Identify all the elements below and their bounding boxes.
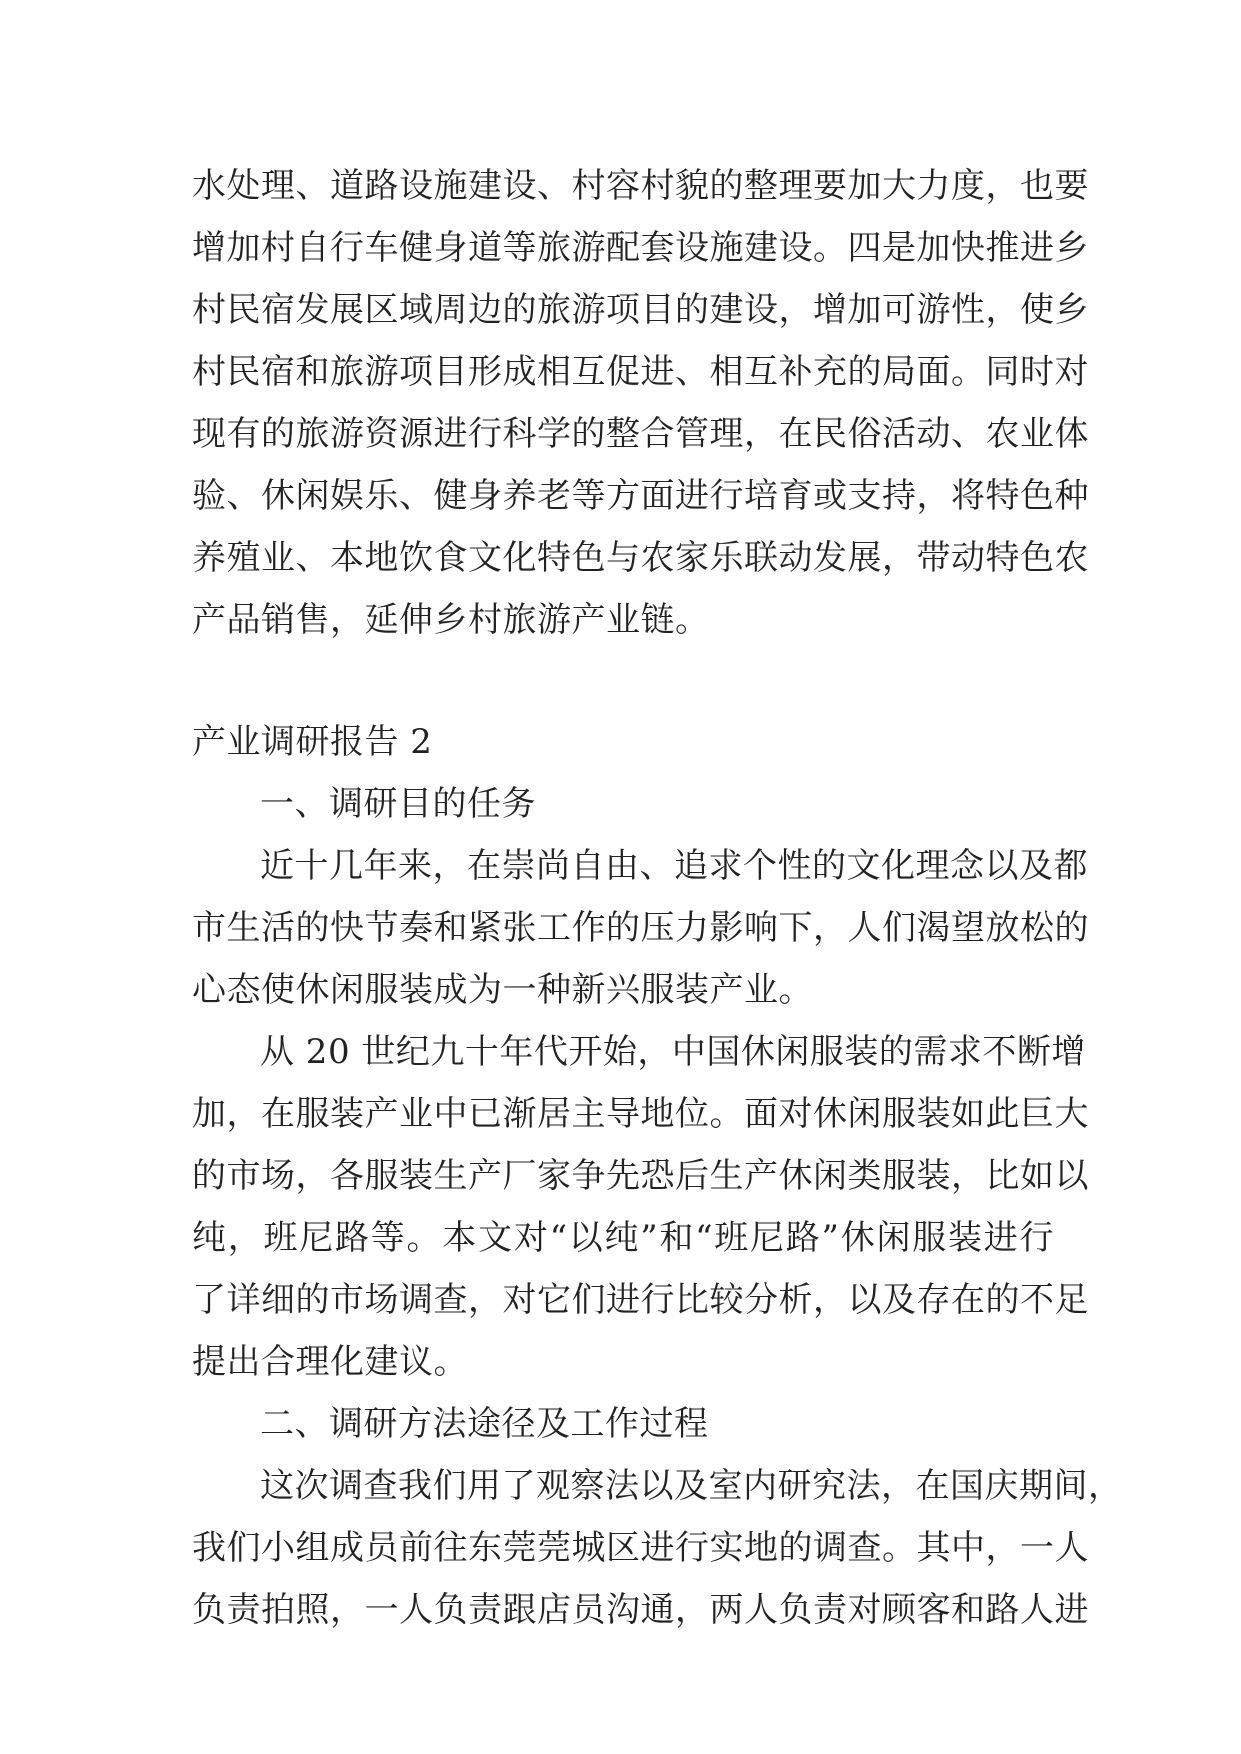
paragraph-line: 这次调查我们用了观察法以及室内研究法，在国庆期间，	[260, 1466, 1123, 1506]
paragraph-line: 水处理、道路设施建设、村容村貌的整理要加大力度，也要	[192, 166, 1089, 206]
paragraph-line: 增加村自行车健身道等旅游配套设施建设。四是加快推进乡	[192, 228, 1089, 268]
paragraph-3	[192, 1021, 1089, 1393]
paragraph-line: 养殖业、本地饮食文化特色与农家乐联动发展，带动特色农	[192, 538, 1089, 578]
paragraph-line: 村民宿和旅游项目形成相互促进、相互补充的局面。同时对	[192, 352, 1089, 392]
section-heading-2: 二、调研方法途径及工作过程	[260, 1404, 709, 1444]
paragraph-line: 现有的旅游资源进行科学的整合管理，在民俗活动、农业体	[192, 414, 1089, 454]
paragraph-line: 村民宿发展区域周边的旅游项目的建设，增加可游性，使乡	[192, 290, 1089, 330]
paragraph-line: 近十几年来，在崇尚自由、追求个性的文化理念以及都	[260, 846, 1088, 886]
paragraph-line: 了详细的市场调查，对它们进行比较分析，以及存在的不足	[192, 1280, 1089, 1320]
document-page	[192, 155, 1123, 1641]
paragraph-line: 从 20 世纪九十年代开始，中国休闲服装的需求不断增	[260, 1032, 1086, 1072]
paragraph-2	[192, 835, 1089, 1021]
section-gap	[192, 651, 1054, 711]
paragraph-line: 负责拍照，一人负责跟店员沟通，两人负责对顾客和路人进	[192, 1590, 1089, 1630]
paragraph-4	[192, 1455, 1123, 1641]
paragraph-line: 的市场，各服装生产厂家争先恐后生产休闲类服装，比如以	[192, 1156, 1089, 1196]
paragraph-line: 我们小组成员前往东莞莞城区进行实地的调查。其中，一人	[192, 1528, 1089, 1568]
paragraph-line: 验、休闲娱乐、健身养老等方面进行培育或支持，将特色种	[192, 476, 1089, 516]
paragraph-line: 心态使休闲服装成为一种新兴服装产业。	[192, 970, 813, 1010]
report-title: 产业调研报告 2	[192, 722, 433, 762]
paragraph-line: 加，在服装产业中已渐居主导地位。面对休闲服装如此巨大	[192, 1094, 1089, 1134]
paragraph-line: 产品销售，延伸乡村旅游产业链。	[192, 600, 710, 640]
paragraph-line: 市生活的快节奏和紧张工作的压力影响下，人们渴望放松的	[192, 908, 1089, 948]
paragraph-line: 纯，班尼路等。本文对“以纯”和“班尼路”休闲服装进行	[192, 1218, 1054, 1258]
paragraph-1	[192, 155, 1089, 651]
section-heading-1: 一、调研目的任务	[260, 784, 536, 824]
paragraph-line: 提出合理化建议。	[192, 1342, 468, 1382]
